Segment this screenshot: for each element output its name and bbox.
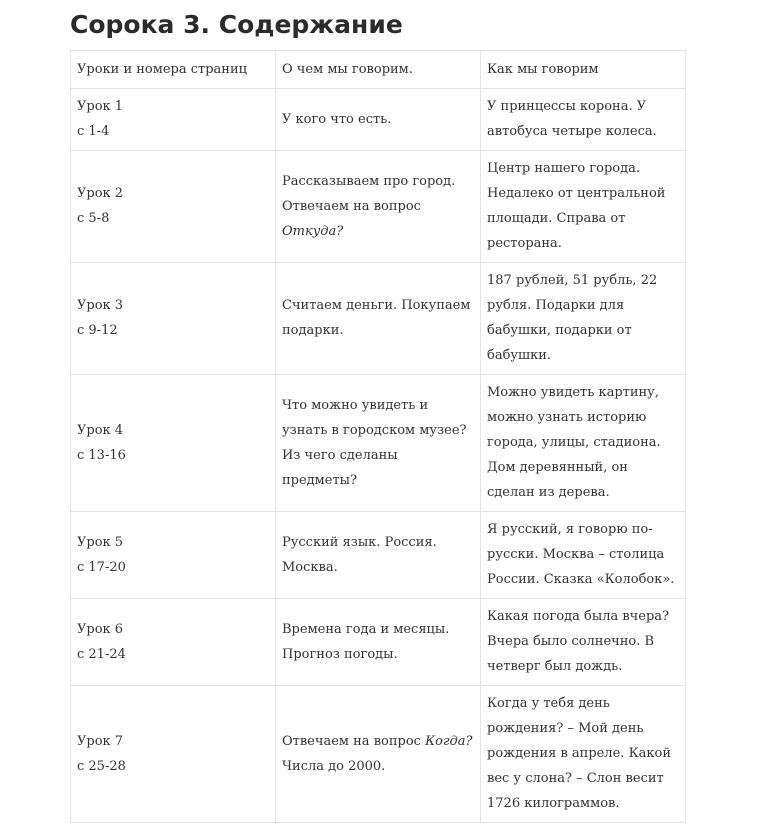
speech-cell: Можно увидеть картину, можно узнать историю города, улицы, стадиона. Дом деревянный, он сделан из дерева.	[481, 375, 686, 512]
lesson-pages: с 21-24	[77, 646, 126, 662]
lesson-number: Урок 7	[77, 733, 124, 749]
topic-cell	[276, 375, 481, 512]
table-row	[71, 375, 686, 512]
lesson-pages: с 13-16	[77, 447, 126, 463]
topic-cell	[276, 599, 481, 686]
table-row	[71, 686, 686, 823]
topic-cell	[276, 686, 481, 823]
contents-table	[70, 50, 686, 823]
lesson-number: Урок 4	[77, 422, 124, 438]
speech-cell: Когда у тебя день рождения? – Мой день рождения в апреле. Какой вес у слона? – Слон весит 1726 килограммов.	[481, 686, 686, 823]
lesson-pages: с 17-20	[77, 559, 126, 575]
topic-emphasis: Откуда?	[282, 223, 344, 239]
speech-cell: Какая погода была вчера? Вчера было солнечно. В четверг был дождь.	[481, 599, 686, 686]
topic-cell	[276, 512, 481, 599]
table-row	[71, 512, 686, 599]
lesson-pages: с 1-4	[77, 124, 110, 139]
topic-text: У кого что есть.	[282, 111, 392, 127]
lesson-number: Урок 3	[77, 298, 124, 313]
column-header-lessons: Уроки и номера страниц	[71, 51, 276, 89]
lesson-number: Урок 1	[77, 99, 124, 114]
table-row	[71, 263, 686, 375]
topic-text: Рассказываем про город. Отвечаем на вопрос	[282, 173, 456, 214]
lesson-cell	[71, 686, 276, 823]
lesson-pages: с 5-8	[77, 211, 110, 226]
topic-emphasis: Когда?	[425, 733, 473, 749]
column-header-speech: Как мы говорим	[481, 51, 686, 89]
lesson-cell	[71, 89, 276, 151]
lesson-cell	[71, 151, 276, 263]
topic-text: Русский язык. Россия. Москва.	[282, 534, 437, 575]
lesson-cell	[71, 263, 276, 375]
topic-text: Отвечаем на вопрос	[282, 733, 426, 749]
table-row	[71, 599, 686, 686]
table-row	[71, 89, 686, 151]
lesson-cell	[71, 512, 276, 599]
lesson-number: Урок 6	[77, 621, 124, 637]
table-header-row	[71, 51, 686, 89]
lesson-pages: с 9-12	[77, 323, 118, 338]
speech-cell: Я русский, я говорю по-русски. Москва – столица России. Сказка «Колобок».	[481, 512, 686, 599]
topic-cell	[276, 263, 481, 375]
lesson-number: Урок 2	[77, 186, 124, 201]
speech-cell: 187 рублей, 51 рубль, 22 рубля. Подарки для бабушки, подарки от бабушки.	[481, 263, 686, 375]
table-row	[71, 151, 686, 263]
topic-text: Считаем деньги. Покупаем подарки.	[282, 298, 471, 338]
topic-cell	[276, 89, 481, 151]
column-header-topic: О чем мы говорим.	[276, 51, 481, 89]
lesson-cell	[71, 599, 276, 686]
topic-text: Что можно увидеть и узнать в городском музее? Из чего сделаны предметы?	[282, 397, 467, 488]
lesson-cell	[71, 375, 276, 512]
topic-text-after: Числа до 2000.	[282, 758, 386, 774]
page-title: Сорока 3. Содержание	[70, 10, 403, 39]
topic-cell	[276, 151, 481, 263]
topic-text: Времена года и месяцы. Прогноз погоды.	[282, 621, 450, 662]
lesson-pages: с 25-28	[77, 758, 126, 774]
speech-cell: Центр нашего города. Недалеко от центральной площади. Справа от ресторана.	[481, 151, 686, 263]
speech-cell: У принцессы корона. У автобуса четыре колеса.	[481, 89, 686, 151]
lesson-number: Урок 5	[77, 534, 124, 550]
